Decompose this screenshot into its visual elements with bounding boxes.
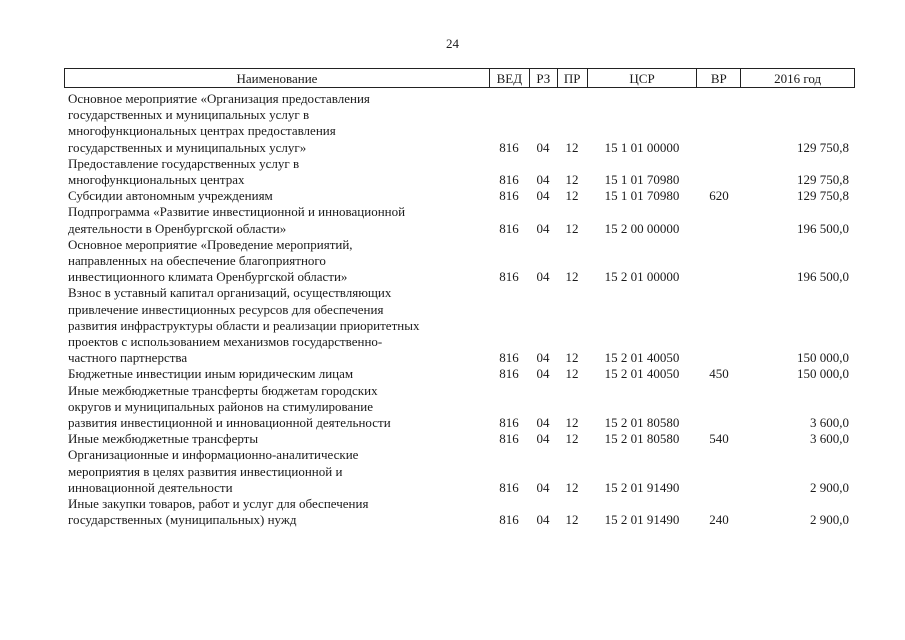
row-name-line: инвестиционного климата Оренбургской области»: [68, 269, 348, 285]
row-pr: 12: [565, 172, 579, 188]
row-name-line: развития инвестиционной и инновационной деятельности: [68, 415, 391, 431]
row-vr: 240: [709, 512, 729, 528]
row-name: [64, 237, 489, 286]
row-amount: 2 900,0: [810, 479, 849, 495]
row-csr: 15 2 01 00000: [604, 269, 680, 285]
row-pr: 12: [565, 188, 579, 204]
header-name: Наименование: [236, 71, 318, 86]
row-name-line: Бюджетные инвестиции иным юридическим лицам: [68, 366, 354, 382]
row-rz: 04: [536, 512, 550, 528]
row-name-line: Организационные и информационно-аналитические: [68, 447, 359, 463]
table-row: [64, 447, 855, 496]
row-name: [64, 366, 489, 382]
row-name-line: мероприятия в целях развития инвестиционной и: [68, 463, 343, 479]
row-rz: 04: [536, 415, 550, 431]
row-csr: 15 2 00 00000: [604, 220, 680, 236]
row-name: [64, 156, 489, 188]
table-row: [64, 285, 855, 366]
table-row: [64, 91, 855, 156]
row-name: [64, 447, 489, 496]
row-rz: 04: [536, 188, 550, 204]
table-row: [64, 237, 855, 286]
table-row: [64, 188, 855, 204]
row-name-line: деятельности в Оренбургской области»: [68, 220, 287, 236]
row-name-line: частного партнерства: [68, 350, 188, 366]
row-pr: 12: [565, 139, 579, 155]
row-name-line: инновационной деятельности: [68, 479, 233, 495]
row-name-line: государственных и муниципальных услуг»: [68, 139, 307, 155]
row-name: [64, 496, 489, 528]
table-row: [64, 383, 855, 432]
row-name-line: Иные межбюджетные трансферты бюджетам городских: [68, 382, 378, 398]
row-amount: 150 000,0: [797, 366, 849, 382]
header-year: 2016 год: [740, 69, 854, 87]
row-pr: 12: [565, 269, 579, 285]
row-name: [64, 204, 489, 236]
row-rz: 04: [536, 172, 550, 188]
row-vr: 450: [709, 366, 729, 382]
row-ved: 816: [499, 366, 519, 382]
row-csr: 15 1 01 70980: [604, 188, 680, 204]
header-pr: ПР: [557, 69, 587, 87]
table-row: [64, 496, 855, 528]
row-csr: 15 2 01 80580: [604, 431, 680, 447]
row-ved: 816: [499, 220, 519, 236]
row-vr: 540: [709, 431, 729, 447]
table-row: [64, 366, 855, 382]
row-name-line: округов и муниципальных районов на стимулирование: [68, 398, 373, 414]
row-csr: 15 2 01 40050: [604, 366, 680, 382]
row-name-line: государственных (муниципальных) нужд: [68, 512, 297, 528]
page-number: 24: [446, 36, 459, 51]
header-rz: РЗ: [529, 69, 557, 87]
row-pr: 12: [565, 366, 579, 382]
row-ved: 816: [499, 512, 519, 528]
row-csr: 15 2 01 80580: [604, 415, 680, 431]
row-rz: 04: [536, 220, 550, 236]
header-csr: ЦСР: [587, 69, 697, 87]
row-name: [64, 188, 489, 204]
row-amount: 3 600,0: [810, 415, 849, 431]
row-ved: 816: [499, 139, 519, 155]
row-ved: 816: [499, 172, 519, 188]
table-row: [64, 156, 855, 188]
row-name: [64, 383, 489, 432]
row-name: [64, 91, 489, 156]
row-pr: 12: [565, 431, 579, 447]
row-amount: 150 000,0: [797, 350, 849, 366]
table-row: [64, 204, 855, 236]
row-name: [64, 431, 489, 447]
table-row: [64, 431, 855, 447]
row-amount: 2 900,0: [810, 512, 849, 528]
table-header: [64, 68, 855, 88]
row-name: [64, 285, 489, 366]
row-name-line: направленных на обеспечение благоприятного: [68, 253, 326, 269]
row-name-line: Основное мероприятие «Организация предоставления: [68, 91, 370, 106]
row-ved: 816: [499, 350, 519, 366]
row-amount: 196 500,0: [797, 269, 849, 285]
row-name-line: Иные закупки товаров, работ и услуг для обеспечения: [68, 496, 369, 512]
row-rz: 04: [536, 350, 550, 366]
row-csr: 15 1 01 00000: [604, 139, 680, 155]
row-rz: 04: [536, 269, 550, 285]
row-pr: 12: [565, 512, 579, 528]
row-amount: 3 600,0: [810, 431, 849, 447]
row-csr: 15 2 01 91490: [604, 512, 680, 528]
row-name-line: Взнос в уставный капитал организаций, осуществляющих: [68, 285, 392, 301]
row-rz: 04: [536, 139, 550, 155]
row-name-line: многофункциональных центрах предоставления: [68, 123, 336, 139]
row-name-line: проектов с использованием механизмов государственно-: [68, 334, 383, 350]
row-rz: 04: [536, 431, 550, 447]
row-name-line: многофункциональных центрах: [68, 172, 245, 188]
row-name-line: привлечение инвестиционных ресурсов для обеспечения: [68, 301, 384, 317]
row-csr: 15 2 01 40050: [604, 350, 680, 366]
row-ved: 816: [499, 479, 519, 495]
row-pr: 12: [565, 350, 579, 366]
row-name-line: государственных и муниципальных услуг в: [68, 107, 310, 123]
row-rz: 04: [536, 479, 550, 495]
row-amount: 129 750,8: [797, 172, 849, 188]
row-csr: 15 1 01 70980: [604, 172, 680, 188]
row-csr: 15 2 01 91490: [604, 479, 680, 495]
table-body: [64, 91, 855, 528]
row-pr: 12: [565, 479, 579, 495]
row-name-line: Предоставление государственных услуг в: [68, 155, 300, 171]
row-ved: 816: [499, 188, 519, 204]
row-pr: 12: [565, 415, 579, 431]
row-name-line: Иные межбюджетные трансферты: [68, 431, 259, 447]
row-vr: 620: [709, 188, 729, 204]
row-ved: 816: [499, 415, 519, 431]
row-name-line: Подпрограмма «Развитие инвестиционной и инновационной: [68, 204, 406, 220]
header-ved: ВЕД: [489, 69, 529, 87]
row-rz: 04: [536, 366, 550, 382]
row-amount: 129 750,8: [797, 188, 849, 204]
row-ved: 816: [499, 269, 519, 285]
row-amount: 196 500,0: [797, 220, 849, 236]
header-vr: ВР: [696, 69, 740, 87]
row-name-line: Основное мероприятие «Проведение мероприятий,: [68, 236, 353, 252]
row-name-line: Субсидии автономным учреждениям: [68, 188, 273, 204]
row-ved: 816: [499, 431, 519, 447]
row-pr: 12: [565, 220, 579, 236]
row-name-line: развития инфраструктуры области и реализации приоритетных: [68, 317, 420, 333]
row-amount: 129 750,8: [797, 139, 849, 155]
